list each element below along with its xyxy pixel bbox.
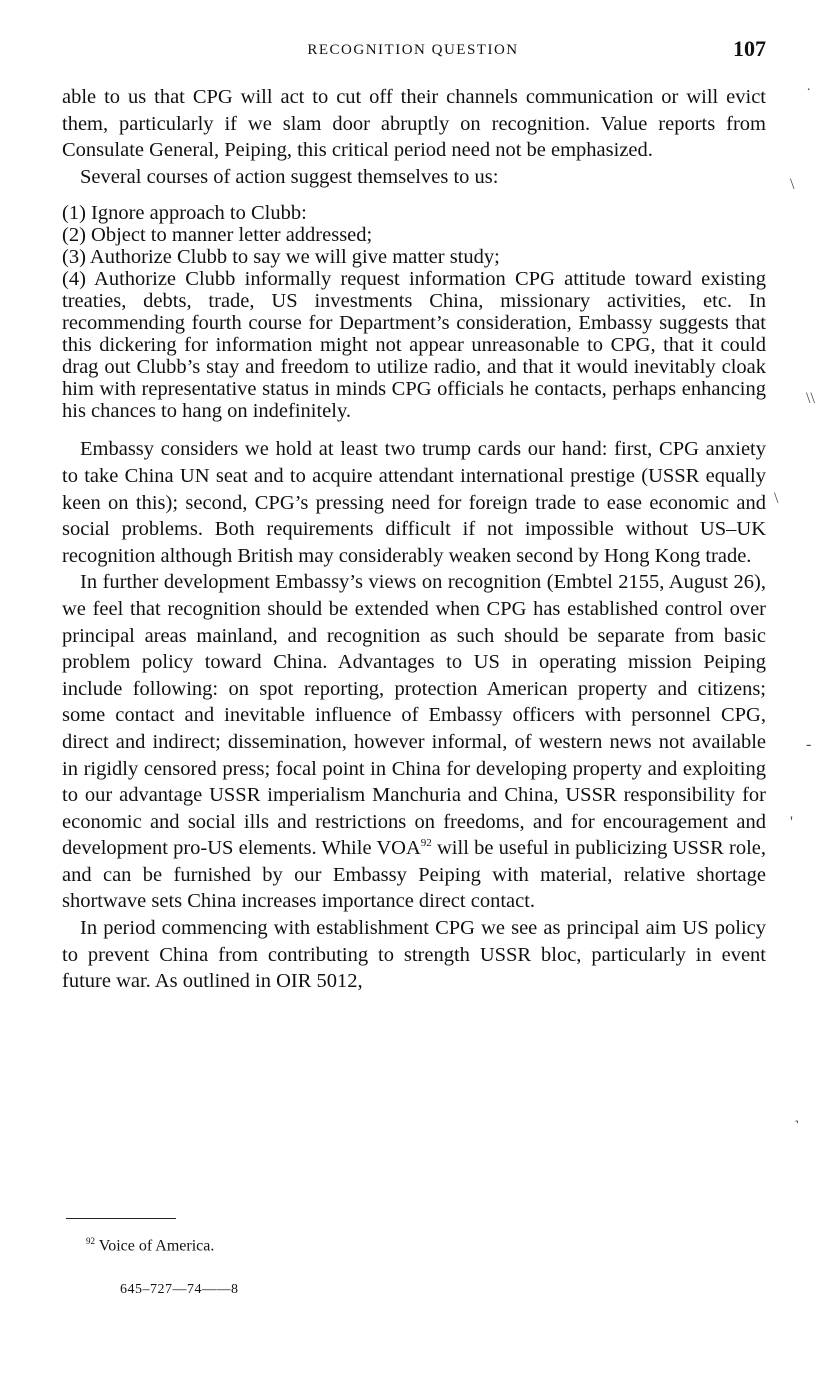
footnote [86,1236,214,1255]
list-item: (2) Object to manner letter addressed; [62,224,373,247]
running-title: RECOGNITION QUESTION [307,42,519,58]
page-header [60,36,766,66]
margin-mark: ˺ [794,1118,800,1135]
paragraph-text: will be useful in publicizing USSR role, and can be furnished by our Embassy Peiping with material, relative shortage shortwave sets China increases importance direct contact. [62,837,766,913]
margin-mark: ˙ [806,86,812,103]
footnote-divider [66,1218,176,1219]
margin-mark: \ [774,490,779,507]
paragraph-continuation: able to us that CPG will act to cut off their channels communication or will evict them, particularly if we slam door abruptly on recognition. Value reports from Consulate General, Peiping, this critical period need not be emphasized. [62,86,766,162]
margin-mark: \ [790,176,795,193]
footnote-reference: 92 [420,837,432,850]
courses-list [62,202,766,422]
paragraph-text: In further development Embassy’s views on recognition (Embtel 2155, August 26), we feel that recognition should be extended when CPG has established control over principal areas mainland, and recognition as such should be separate from basic problem policy toward China. Advantages to US in operating mission Peiping include following: on spot reporting, protection American property and citizens; some contact and inevitable influence of Embassy officers with personnel CPG, direct and indirect; dissemination, however informal, of western news not available in rigidly censored press; focal point in China for developing property and exploiting to our advantage USSR imperialism Manchuria and China, USSR responsibility for economic and social ills and restrictions on freedoms, and for encouragement and development pro-US elements. While VOA [62,571,766,860]
paragraph-policy-aim: In period commencing with establishment CPG we see as principal aim US policy to prevent China from contributing to strength USSR bloc, particularly in event future war. As outlined in OIR 5012, [62,917,766,993]
list-item: (1) Ignore approach to Clubb: [62,202,307,225]
list-item: (3) Authorize Clubb to say we will give matter study; [62,246,500,269]
footnote-text: Voice of America. [98,1237,215,1255]
paragraph-courses-intro: Several courses of action suggest themselves to us: [80,165,499,188]
page-number: 107 [733,36,766,61]
printer-imprint: 645–727—74——8 [120,1282,239,1297]
margin-mark: \\ [806,390,815,407]
list-item: (4) Authorize Clubb informally request information CPG attitude toward existing treaties, debts, trade, US investments China, missionary activities, etc. In recommending fourth course for Department’s consideration, Embassy suggests that this dickering for information might not appear unreasonable to CPG, that it could drag out Clubb’s stay and freedom to utilize radio, and that it would inevitably cloak him with representative status in minds CPG officials he contacts, perhaps enhancing his chances to hang on indefinitely. [62,268,766,423]
margin-mark: - [806,736,812,753]
margin-mark: ' [790,814,793,831]
paragraph-trump-cards: Embassy considers we hold at least two trump cards our hand: first, CPG anxiety to take China UN seat and to acquire attendant international prestige (USSR equally keen on this); second, CPG’s pressing need for foreign trade to ease economic and social problems. Both requirements difficult if not impossible without US–UK recognition although British may considerably weaken second by Hong Kong trade. [62,438,766,567]
body-text [62,84,766,995]
paragraph-recognition-views [62,569,766,915]
footnote-marker: 92 [86,1236,95,1246]
